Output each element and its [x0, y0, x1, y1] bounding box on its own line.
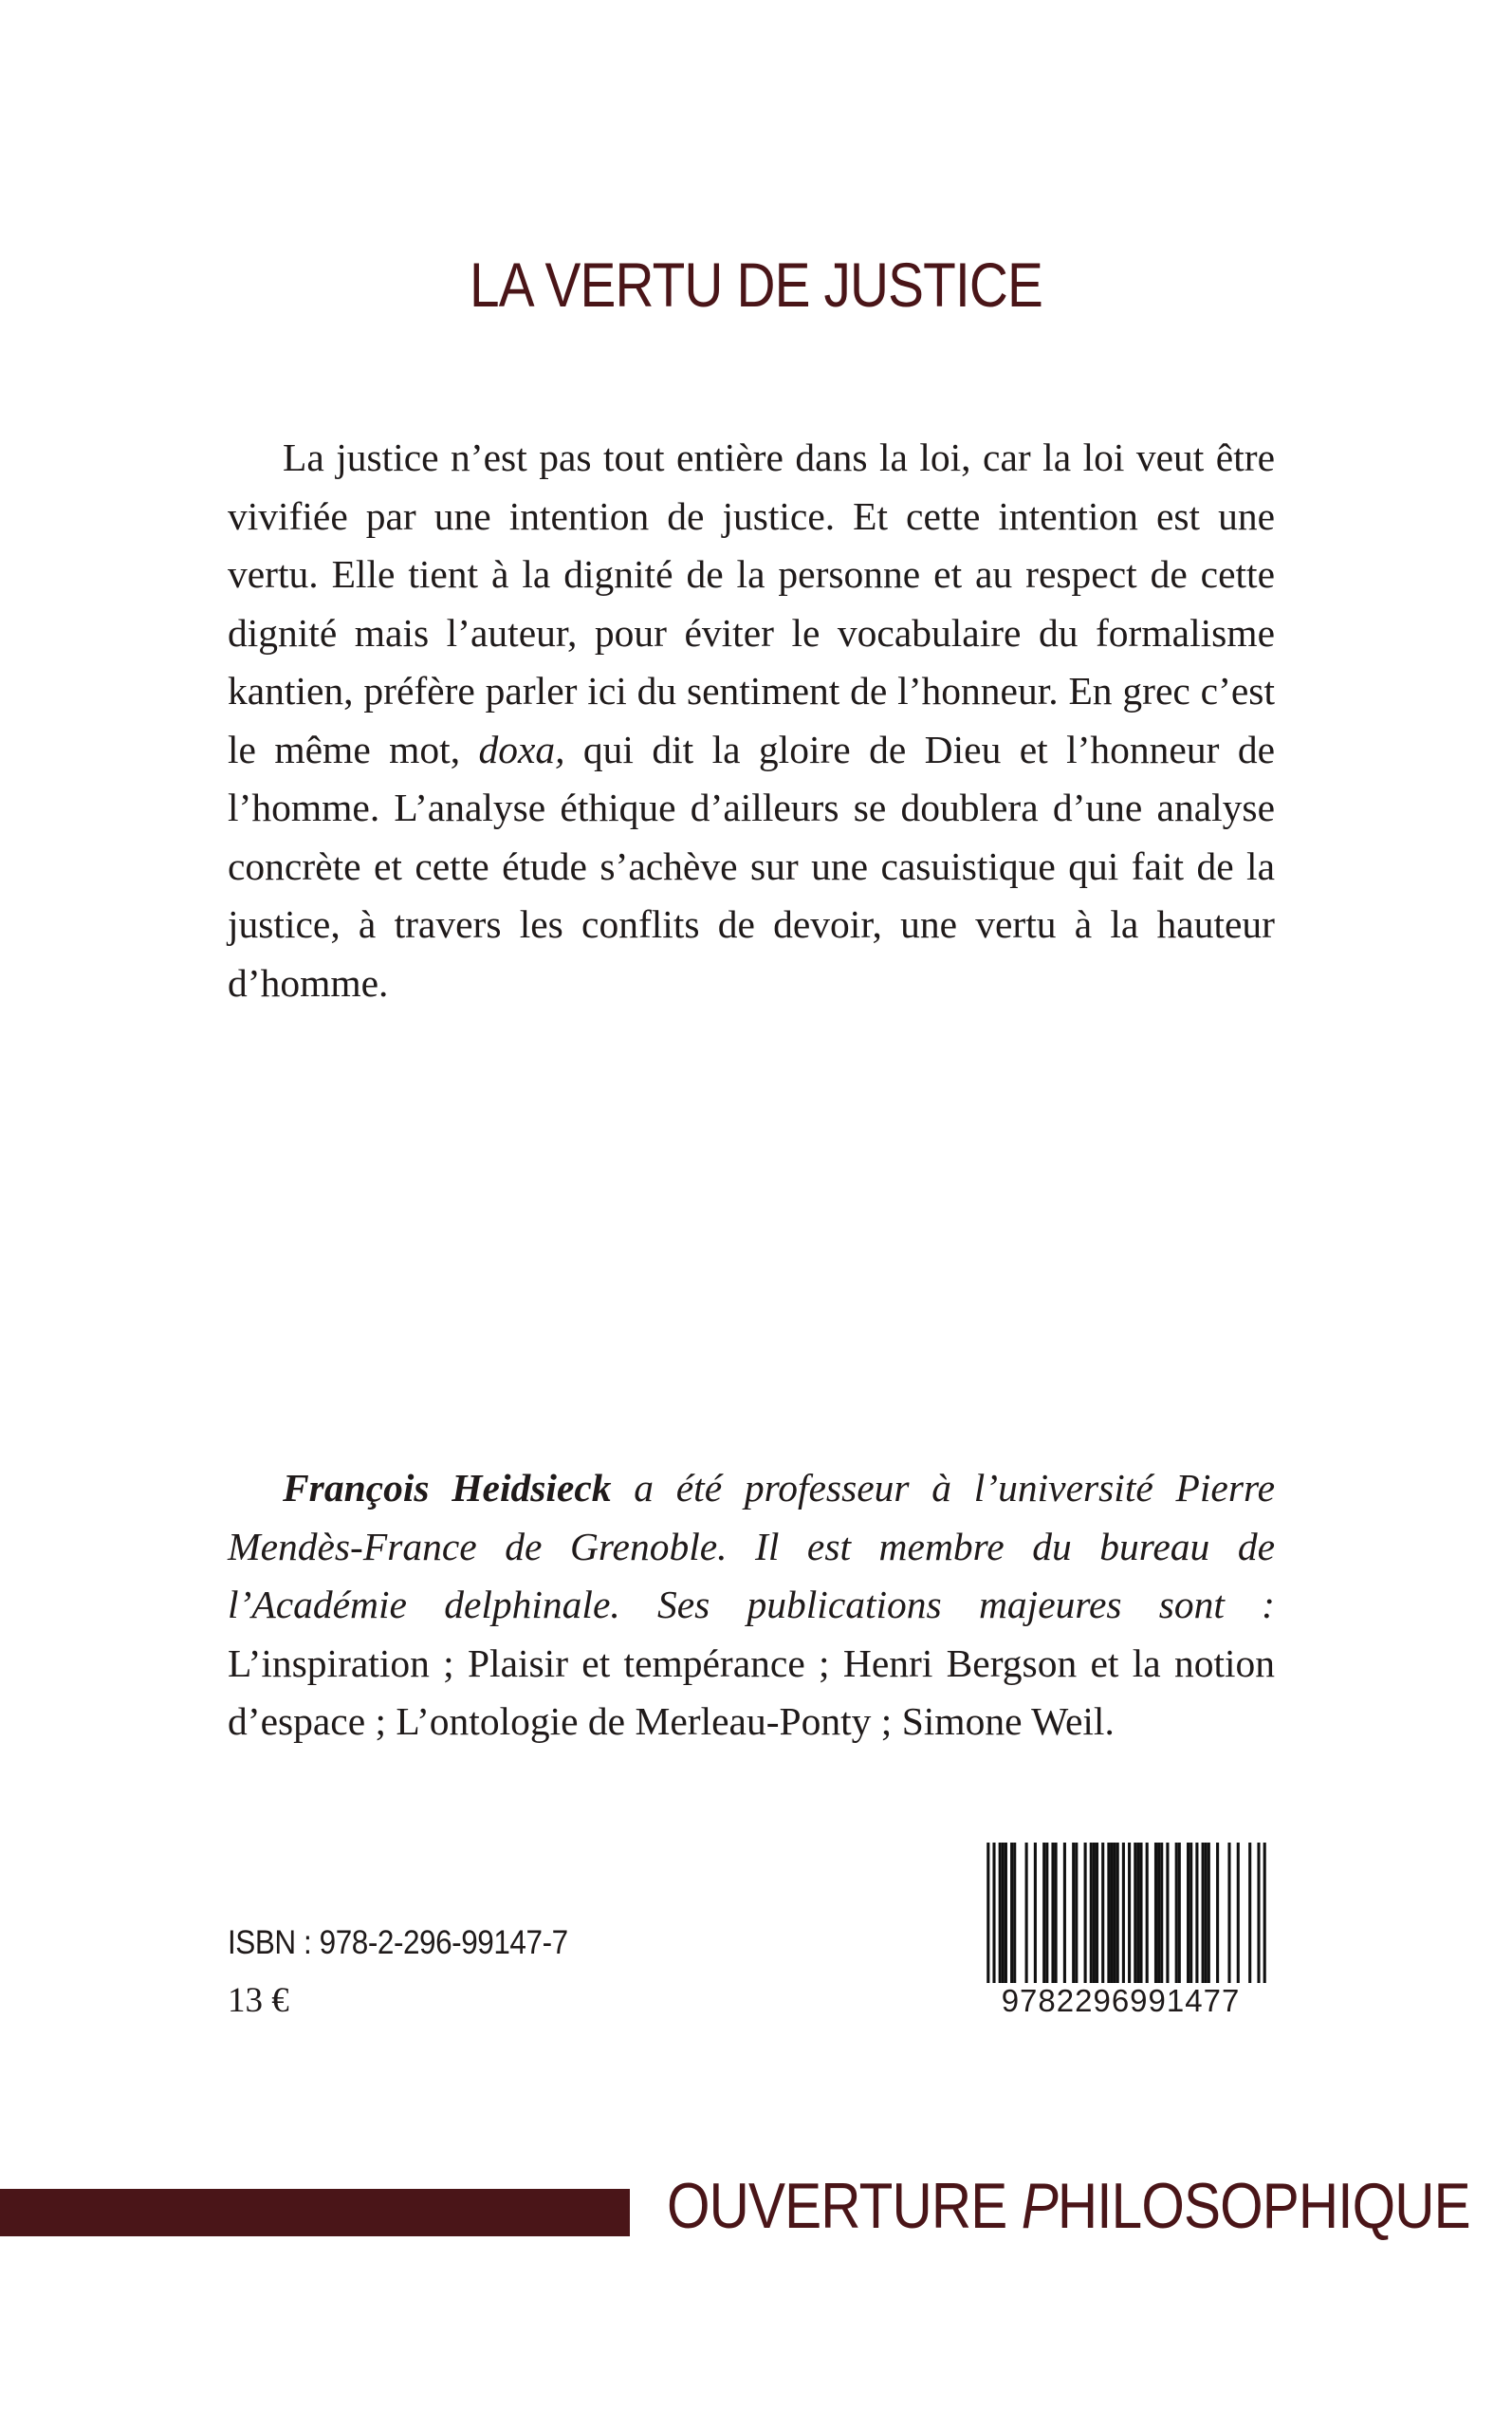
- barcode-bar: [1114, 1843, 1116, 1985]
- bio-works: L’inspiration ; Plaisir et tempérance ; Henri Bergson et la notion d’espace ; L’ontologie de Merleau-Ponty ; Simone Weil.: [228, 1640, 1275, 1743]
- barcode-bar: [1166, 1843, 1169, 1985]
- bio-italic-text: a été professeur à l’université Pierre Mendès-France de Grenoble. Il est membre du bureau de l’Académie delphinale. Ses publications majeures sont :: [228, 1466, 1276, 1626]
- barcode-bar: [1237, 1843, 1240, 1985]
- barcode-bar: [1175, 1843, 1178, 1985]
- barcode-bar: [1128, 1843, 1131, 2002]
- barcode-bar: [1216, 1843, 1219, 1985]
- summary-text-1: La justice n’est pas tout entière dans la loi, car la loi veut être vivifiée par une intention de justice. Et cette intention est une vertu. Elle tient à la dignité de la personne et au respect de cette dignité mais l’auteur, pour éviter le vocabulaire du formalisme kantien, préfère parler ici du sentiment de l’honneur. En grec c’est le même mot,: [228, 435, 1275, 771]
- barcode-bar: [1154, 1843, 1157, 1985]
- barcode-bar: [1005, 1843, 1007, 1985]
- barcode-bar: [992, 1843, 995, 2002]
- barcode-bar: [1208, 1843, 1210, 1985]
- collection-band: [0, 2189, 630, 2236]
- summary-text-2: qui dit la gloire de Dieu et l’honneur de l’homme. L’analyse éthique d’ailleurs se doublera d’une analyse concrète et cette étude s’achève sur une casuistique qui fait de la justice, à travers les conflits de devoir, une vertu à la hauteur d’homme.: [228, 727, 1275, 1005]
- barcode-bar: [1187, 1843, 1189, 1985]
- barcode-bar: [1205, 1843, 1208, 1985]
- barcode-bar: [1157, 1843, 1160, 1985]
- barcode-digits: 9782296991477: [967, 1983, 1275, 2019]
- collection-part3: HILOSOPHIQUE: [1057, 2170, 1470, 2242]
- collection-part1: OUVERTURE: [667, 2170, 1022, 2242]
- barcode-bar: [1110, 1843, 1113, 1985]
- price: 13 €: [228, 1981, 289, 2020]
- barcode-bar: [1257, 1843, 1260, 2002]
- barcode-bar: [1013, 1843, 1016, 1985]
- barcode-bar: [1101, 1843, 1104, 1985]
- barcode-bar: [1072, 1843, 1075, 1985]
- barcode-bar: [1146, 1843, 1149, 1985]
- barcode-bar: [1189, 1843, 1192, 1985]
- author-name: François Heidsieck: [283, 1466, 612, 1510]
- barcode-bar: [1178, 1843, 1181, 1985]
- barcode-bar: [1136, 1843, 1139, 1985]
- barcode-bar: [1045, 1843, 1048, 1985]
- barcode-bar: [1134, 1843, 1136, 1985]
- barcode-bar: [1107, 1843, 1110, 1985]
- barcode-bar: [1093, 1843, 1096, 1985]
- barcode-bar: [1096, 1843, 1098, 1985]
- author-bio: [228, 1459, 1275, 1751]
- barcode-bar: [1075, 1843, 1078, 1985]
- barcode-bar: [1063, 1843, 1066, 1985]
- barcode-bar: [1055, 1843, 1058, 1985]
- barcode-bar: [1160, 1843, 1163, 1985]
- barcode-bar: [1248, 1843, 1251, 1985]
- barcode-bar: [1010, 1843, 1013, 1985]
- barcode: [967, 1843, 1275, 2021]
- barcode-bar: [1227, 1843, 1230, 1985]
- barcode-bar: [999, 1843, 1002, 1985]
- barcode-bar: [1051, 1843, 1054, 1985]
- barcode-bar: [1116, 1843, 1119, 1985]
- barcode-bar: [1084, 1843, 1087, 1985]
- barcode-bar: [1025, 1843, 1028, 1985]
- collection-name: [667, 2169, 1470, 2243]
- barcode-bar: [1195, 1843, 1198, 1985]
- barcode-bar: [1002, 1843, 1005, 1985]
- barcode-bar: [1034, 1843, 1037, 1985]
- barcode-bar: [1090, 1843, 1093, 1985]
- collection-part2: P: [1021, 2170, 1058, 2242]
- book-title: LA VERTU DE JUSTICE: [470, 250, 1042, 320]
- summary-italic-word: doxa,: [478, 727, 565, 771]
- barcode-bar: [1139, 1843, 1142, 1985]
- barcode-bar: [986, 1843, 989, 2002]
- barcode-bar: [1263, 1843, 1266, 2002]
- barcode-bar: [1202, 1843, 1205, 1985]
- barcode-bar: [1122, 1843, 1125, 2002]
- summary-paragraph: [228, 429, 1275, 1012]
- barcode-bar: [1042, 1843, 1045, 1985]
- isbn: ISBN : 978-2-296-99147-7: [228, 1924, 568, 1961]
